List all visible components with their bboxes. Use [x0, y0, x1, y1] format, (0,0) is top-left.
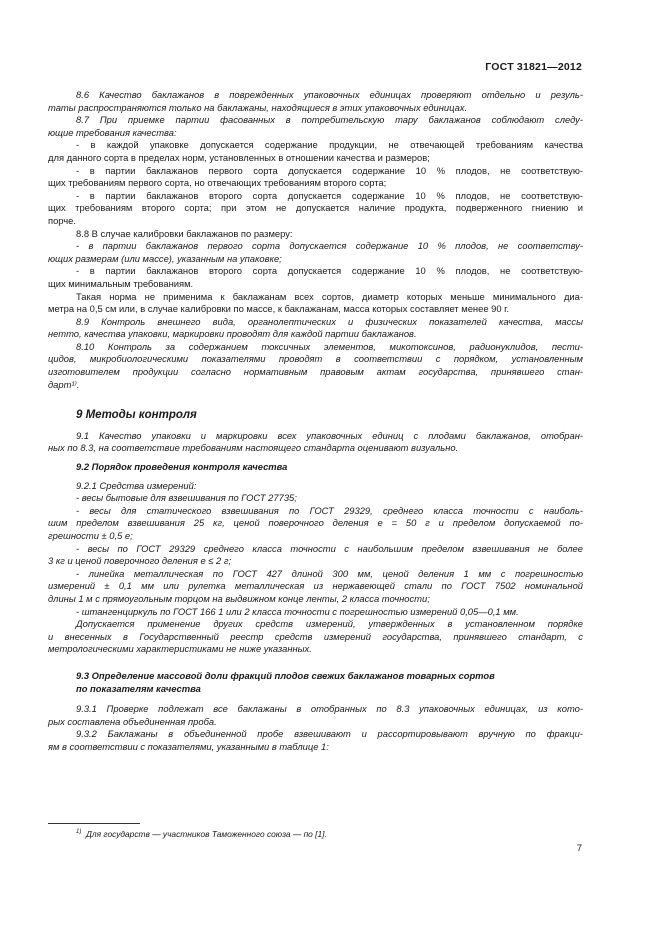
- document-header: ГОСТ 31821—2012: [485, 61, 582, 73]
- paragraph-8-9: [48, 316, 583, 341]
- text-line: измерений ± 0,1 мм или рулетка металлическая из нержавеющей стали по ГОСТ 7502 номинальной: [48, 580, 583, 592]
- text-line: ям в соответствии с показателями, указанными в таблице 1:: [48, 740, 329, 752]
- paragraph-9-2-1-item-3: [48, 543, 583, 568]
- text-line: - в партии баклажанов второго сорта допускается содержание 10 % плодов, не соответствую-: [76, 265, 583, 277]
- page-number: 7: [576, 843, 582, 854]
- text-line: шим пределом взвешивания 25 кг, ценой поверочного деления е = 50 г и пределом допускаемой по-: [48, 517, 583, 529]
- paragraph-8-8: [48, 228, 583, 241]
- paragraph-9-2-1-item-2: [48, 505, 583, 543]
- paragraph-8-8-item-2: [48, 265, 583, 290]
- paragraph-9-1: [48, 430, 583, 455]
- text-line: 8.8 В случае калибровки баклажанов по размеру:: [76, 227, 293, 239]
- paragraph-8-7: [48, 114, 583, 139]
- text-line: ющие требования качества:: [48, 126, 177, 138]
- paragraph-9-2-1: [48, 480, 583, 493]
- text-line: длины 1 м с прямоугольным торцом на выдвижном конце ленты, 2 класса точности;: [48, 592, 430, 604]
- paragraph-9-3-2: [48, 728, 583, 753]
- text-line: - в партии баклажанов второго сорта допускается содержание 10 % плодов, не соответствую-: [76, 189, 583, 201]
- footnote: [76, 829, 327, 839]
- section-9-3-heading: [76, 670, 583, 695]
- paragraph-8-7-item-1: [48, 139, 583, 164]
- text-line: щих требованиям первого сорта, но отвечающих требованиям второго сорта;: [48, 177, 387, 189]
- text-line: 8.9 Контроль внешнего вида, органолептических и физических показателей качества, массы: [76, 315, 583, 327]
- text-line: 9.2.1 Средства измерений:: [76, 479, 197, 491]
- document-body: [48, 89, 583, 754]
- text-line: 8.7 При приемке партии фасованных в потребительскую тару баклажанов соблюдают следу-: [76, 114, 583, 126]
- text-line: - весы бытовые для взвешивания по ГОСТ 27735;: [76, 492, 297, 504]
- text-line: ных по 8.3, на соответствие требованиям настоящего стандарта оценивают визуально.: [48, 442, 459, 454]
- paragraph-8-8-item-1: [48, 240, 583, 265]
- paragraph-8-10: [48, 341, 583, 391]
- text-line: щих требованиям второго сорта; при этом не допускается наличие продукта, подверженного гниению и: [48, 202, 583, 214]
- text-line: 9.3 Определение массовой доли фракций плодов свежих баклажанов товарных сортов: [76, 669, 495, 681]
- text-line: - в партии баклажанов первого сорта допускается содержание 10 % плодов, не соответству-: [76, 240, 583, 252]
- text-line: по показателям качества: [76, 682, 201, 694]
- footnote-marker: 1): [76, 829, 82, 836]
- text-line: - в каждой упаковке допускается содержание продукции, не отвечающей требованиям качества: [76, 139, 583, 151]
- text-line: 9.3.1 Проверке подлежат все баклажаны в отобранных по 8.3 упаковочных единицах, из кото-: [76, 703, 583, 715]
- text-line: Такая норма не применима к баклажанам всех сортов, диаметр которых меньше минимального диа-: [76, 290, 583, 302]
- text-line: 9.3.2 Баклажаны в объединенной пробе взвешивают и рассортировывают вручную по фракци-: [76, 728, 583, 740]
- text-line: - штангенциркуль по ГОСТ 166 1 или 2 класса точности с погрешностью измерений 0,05—0,1 мм.: [76, 605, 519, 617]
- text-line: метрологическими характеристиками не ниже указанных.: [48, 643, 312, 655]
- text-line: порче.: [48, 214, 77, 226]
- paragraph-8-7-item-2: [48, 165, 583, 190]
- text-line: 3 кг и ценой поверочного деления е ≤ 2 г;: [48, 555, 232, 567]
- text-line: для данного сорта в пределах норм, установленных в отношении качества и размеров;: [48, 151, 430, 163]
- section-9-heading: 9 Методы контроля: [76, 409, 197, 422]
- paragraph-8-7-item-3: [48, 190, 583, 228]
- text-line: - в партии баклажанов первого сорта допускается содержание 10 % плодов, не соответствую-: [76, 164, 583, 176]
- text-line: таты распространяются только на баклажаны, находящиеся в этих упаковочных единицах.: [48, 101, 468, 113]
- text-line: - весы для статического взвешивания по ГОСТ 29329, среднего класса точности с наиболь-: [76, 504, 583, 516]
- paragraph-8-8-note: [48, 291, 583, 316]
- text-line: ющих размерам (или массе), указанным на упаковке;: [48, 252, 282, 264]
- text-line: изготовителем продукции согласно нормативным правовым актам государства, принявшего стан-: [48, 366, 583, 378]
- text-line: 9.1 Качество упаковки и маркировки всех упаковочных единиц с плодами баклажанов, отобран-: [76, 429, 583, 441]
- paragraph-9-3-1: [48, 703, 583, 728]
- text-line: метра на 0,5 см или, в случае калибровки по массе, к баклажанам, масса которых составляет менее 90 г.: [48, 303, 510, 315]
- text-line: и внесенных в Государственный реестр средств измерений государства, принявшего стандарт, с: [48, 630, 583, 642]
- paragraph-9-2-1-item-4: [48, 568, 583, 606]
- paragraph-9-2-1-item-1: [48, 492, 583, 505]
- text-line: грешности ± 0,5 е;: [48, 530, 133, 541]
- text-line: щих минимальным требованиям.: [48, 277, 194, 289]
- text-line: дарт¹⁾.: [48, 378, 80, 390]
- footnote-separator: [48, 823, 140, 824]
- paragraph-9-2-1-item-5: [48, 606, 583, 619]
- text-line: нетто, качества упаковки, маркировки проводят для каждой партии баклажанов.: [48, 328, 417, 340]
- text-line: - весы по ГОСТ 29329 среднего класса точности с наибольшим пределом взвешивания не более: [76, 542, 583, 554]
- paragraph-9-2-1-note: [48, 618, 583, 656]
- paragraph-8-6: [48, 89, 583, 114]
- text-line: 8.6 Качество баклажанов в поврежденных упаковочных единицах проверяют отдельно и резуль-: [76, 89, 583, 100]
- section-9-2-heading: 9.2 Порядок проведения контроля качества: [76, 461, 288, 473]
- text-line: цидов, микробиологическими показателями проводят в соответствии с порядком, установленным: [48, 353, 583, 365]
- footnote-text: Для государств — участников Таможенного союза — по [1].: [86, 829, 327, 839]
- text-line: 8.10 Контроль за содержанием токсичных элементов, микотоксинов, радионуклидов, пести-: [76, 340, 583, 352]
- text-line: рых составлена объединенная проба.: [48, 715, 217, 727]
- text-line: Допускается применение других средств измерений, утвержденных в установленном порядке: [76, 618, 583, 630]
- text-line: - линейка металлическая по ГОСТ 427 длиной 300 мм, ценой деления 1 мм с погрешностью: [76, 567, 583, 579]
